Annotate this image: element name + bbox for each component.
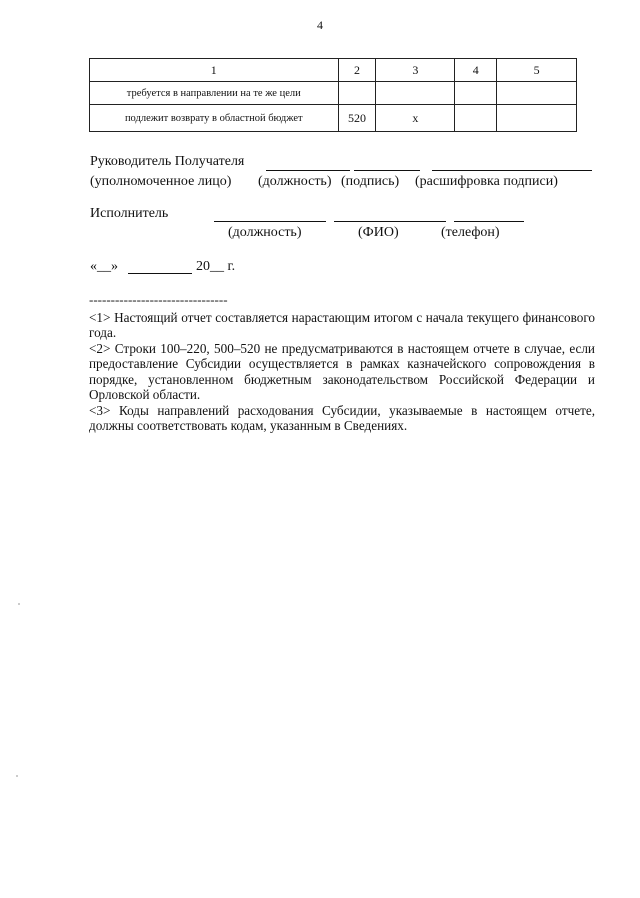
executor-label: Исполнитель <box>90 206 169 221</box>
row-cell <box>455 105 497 132</box>
footnote-2: <2> Строки 100–220, 500–520 не предусматриваются в настоящем отчете в случае, если предоставление Субсидии осуществляется в рамках казначейского сопровождения в порядке, установленном бюджетным законодательством Российской Федерации и Орловской области. <box>89 340 595 402</box>
row-cell <box>497 105 577 132</box>
report-table <box>89 58 577 132</box>
footnotes <box>89 292 595 434</box>
header-cell: 3 <box>376 59 455 82</box>
header-cell: 2 <box>338 59 376 82</box>
scan-speck <box>18 603 20 605</box>
executor-phone-line <box>454 221 524 222</box>
row-label: подлежит возврату в областной бюджет <box>90 105 339 132</box>
scan-speck <box>16 775 18 777</box>
row-cell <box>497 82 577 105</box>
signature-line <box>354 170 420 171</box>
footnote-separator: -------------------------------- <box>89 292 228 307</box>
authorized-person-caption: (уполномоченное лицо) <box>90 174 232 189</box>
footnote-3: <3> Коды направлений расходования Субсидии, указываемые в настоящем отчете, должны соответствовать кодам, указанным в Сведениях. <box>89 402 595 433</box>
signature-caption: (подпись) <box>341 174 400 189</box>
row-code <box>338 82 376 105</box>
footnote-1: <1> Настоящий отчет составляется нарастающим итогом с начала текущего финансового года. <box>89 309 595 340</box>
row-cell <box>455 82 497 105</box>
date-day: «__» <box>90 259 118 274</box>
position-caption: (должность) <box>258 174 332 189</box>
header-cell: 1 <box>90 59 339 82</box>
table-row <box>90 82 577 105</box>
executor-phone-caption: (телефон) <box>441 225 500 240</box>
executor-name-caption: (ФИО) <box>358 225 399 240</box>
decoding-signature-line <box>432 170 592 171</box>
date-year: 20__ г. <box>196 259 236 274</box>
head-label: Руководитель Получателя <box>90 154 245 169</box>
row-cell <box>376 82 455 105</box>
table-row <box>90 105 577 132</box>
row-code: 520 <box>338 105 376 132</box>
decoding-caption: (расшифровка подписи) <box>415 174 558 189</box>
position-signature-line <box>266 170 350 171</box>
header-cell: 5 <box>497 59 577 82</box>
executor-position-caption: (должность) <box>228 225 302 240</box>
header-cell: 4 <box>455 59 497 82</box>
row-label: требуется в направлении на те же цели <box>90 82 339 105</box>
date-month-line <box>128 273 192 274</box>
executor-name-line <box>334 221 446 222</box>
executor-position-line <box>214 221 326 222</box>
row-cell: x <box>376 105 455 132</box>
page-number: 4 <box>317 18 323 32</box>
table-header-row <box>90 59 577 82</box>
